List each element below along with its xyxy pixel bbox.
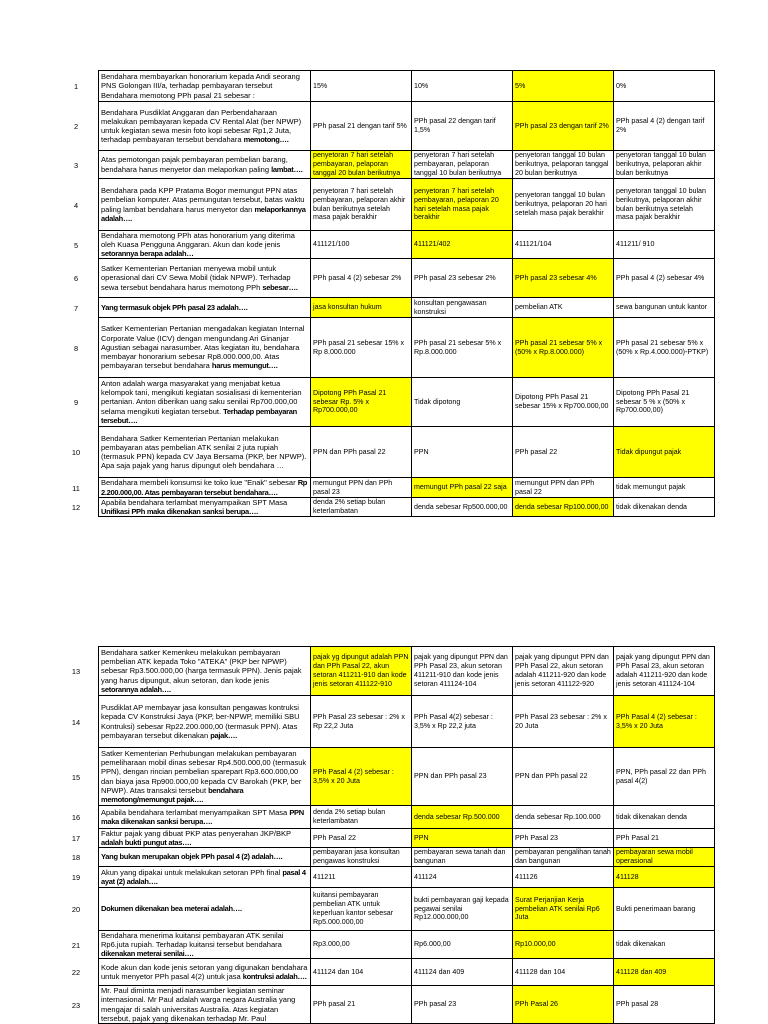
option-text: PPh pasal 21 sebesar 5% x Rp.8.000.000 xyxy=(414,338,502,356)
option-text: 15% xyxy=(313,81,328,90)
question-text-bold: lambat…. xyxy=(271,164,303,174)
question-row xyxy=(71,829,715,848)
option-d xyxy=(614,102,715,151)
question-row xyxy=(73,231,715,259)
question-text: Apabila bendahara terlambat menyampaikan SPT Masa xyxy=(101,498,288,507)
option-d xyxy=(614,71,715,102)
option-text: penyetoran tanggal 10 bulan berikutnya, pelaporan tanggal 20 bulan berikutnya xyxy=(515,151,609,177)
question-number: 9 xyxy=(73,398,79,407)
option-b xyxy=(412,179,513,231)
option-b xyxy=(412,647,513,696)
option-text: PPh pasal 22 xyxy=(515,447,558,456)
question-number: 4 xyxy=(73,200,79,210)
question-cell xyxy=(99,848,311,867)
option-c xyxy=(513,102,614,151)
option-text: penyetoran 7 hari setelah pembayaran, pelaporan tanggal 20 bulan berikutnya xyxy=(313,151,401,177)
option-a xyxy=(311,498,412,517)
option-d xyxy=(614,259,715,298)
question-number: 7 xyxy=(73,303,79,313)
option-b xyxy=(412,931,513,959)
option-d xyxy=(614,478,715,498)
option-a xyxy=(311,806,412,829)
option-text: PPh pasal 21 sebesar 15% x Rp 8.000.000 xyxy=(313,338,405,356)
question-text: Bendahara satker Kemenkeu melakukan pembayaran pembelian ATK kepada Toko "ATEKA" (PKP ber NPWP) sebesar Rp3.500.000,00 (harga termasuk PPN). Jenis pajak yang harus dipungut, akun setoran, dan kode jenis xyxy=(101,647,302,685)
option-text: 0% xyxy=(616,81,627,90)
option-b xyxy=(412,748,513,806)
option-text: Dipotong PPh Pasal 21 sebesar Rp. 5% x Rp700.000,00 xyxy=(313,388,387,415)
question-number: 12 xyxy=(71,503,81,512)
option-a xyxy=(311,151,412,179)
question-text: Mr. Paul diminta menjadi narasumber kegiatan seminar internasional. Mr Paul adalah warga negara Australia yang mengajar di salah universitas Australia. Atas kegiatan tersebut, pajak yang dikenakan terhadap Mr. Paul xyxy=(101,986,296,1023)
option-text: PPh pasal 4 (2) dengan tarif 2% xyxy=(616,117,705,134)
option-d xyxy=(614,806,715,829)
option-text: pembayaran jasa konsultan pengawas konstruksi xyxy=(313,848,400,865)
question-number: 8 xyxy=(73,343,79,353)
question-cell xyxy=(99,231,311,259)
option-c xyxy=(513,427,614,478)
question-text: Bendahara Satker Kementerian Pertanian melakukan pembayaran atas pembelian ATK senilai 2 juta rupiah (termasuk PPN) kepada CV Jaya Bersama (PKP, ber NPWP). Apa saja pajak yang harus dipungut oleh bendahara … xyxy=(101,433,307,471)
option-a xyxy=(311,748,412,806)
option-b xyxy=(412,151,513,179)
option-text: penyetoran tanggal 10 bulan berikutnya, pelaporan akhir bulan berikutnya setelah masa pajak berakhir xyxy=(616,186,706,222)
question-cell xyxy=(99,888,311,931)
option-text: Dipotong PPh Pasal 21 sebesar 5 % x (50% x Rp700.000,00) xyxy=(616,388,690,415)
option-c xyxy=(513,151,614,179)
option-b xyxy=(412,231,513,259)
question-cell xyxy=(99,71,311,102)
question-text-bold: Unifikasi PPh maka dikenakan sanksi berupa…. xyxy=(101,507,258,516)
option-c xyxy=(513,986,614,1024)
question-text-bold: sebesar…. xyxy=(262,282,298,292)
option-text: 411124 xyxy=(414,872,437,881)
option-d xyxy=(614,378,715,427)
option-d xyxy=(614,151,715,179)
question-row xyxy=(73,298,715,318)
question-text-bold: bendahara memotong/memungut pajak…. xyxy=(101,785,244,804)
option-text: 5% xyxy=(515,81,526,90)
question-text: Bendahara membeli konsumsi ke toko kue "Enak" sebesar xyxy=(101,478,298,488)
option-text: jasa konsultan hukum xyxy=(313,303,382,312)
question-number: 2 xyxy=(73,122,79,131)
question-text: Apabila bendahara terlambat menyampaikan SPT Masa xyxy=(101,807,290,817)
question-row xyxy=(73,71,715,102)
option-text: 411128 dan 104 xyxy=(515,967,566,976)
option-text: PPh Pasal 23 xyxy=(515,833,558,842)
option-d xyxy=(614,959,715,986)
option-d xyxy=(614,298,715,318)
question-row xyxy=(73,151,715,179)
question-number: 13 xyxy=(71,667,81,676)
option-c xyxy=(513,179,614,231)
question-text-bold: PPN maka dikenakan sanksi berupa…. xyxy=(101,807,304,826)
question-row xyxy=(71,806,715,829)
option-d xyxy=(614,179,715,231)
option-b xyxy=(412,427,513,478)
option-d xyxy=(614,647,715,696)
option-text: PPh pasal 28 xyxy=(616,1000,659,1009)
question-row xyxy=(72,478,715,498)
question-cell xyxy=(99,151,311,179)
option-text: pembelian ATK xyxy=(515,303,563,312)
question-cell xyxy=(99,179,311,231)
option-c xyxy=(513,498,614,517)
question-cell xyxy=(99,748,311,806)
question-text-bold: Terhadap pembayaran tersebut…. xyxy=(101,406,297,425)
option-text: 411128 dan 409 xyxy=(616,967,667,976)
option-d xyxy=(614,427,715,478)
option-text: memungut PPN dan PPh pasal 22 xyxy=(515,478,595,496)
option-text: pajak yang dipungut PPN dan PPh Pasal 22, akun setoran adalah 411211-920 dan kode jenis setoran 411122-920 xyxy=(515,653,609,688)
question-cell xyxy=(99,647,311,696)
option-text: PPh pasal 21 xyxy=(313,1000,356,1009)
option-text: PPh Pasal 23 sebesar : 2% x 20 Juta xyxy=(515,712,607,730)
option-a xyxy=(311,647,412,696)
option-c xyxy=(513,888,614,931)
option-b xyxy=(412,318,513,378)
question-row xyxy=(73,378,715,427)
option-text: pembayaran sewa tanah dan bangunan xyxy=(414,848,506,865)
question-text-bold: pajak…. xyxy=(210,730,237,740)
option-text: denda 2% setiap bulan keterlambatan xyxy=(313,808,386,825)
option-text: PPh Pasal 22 xyxy=(313,833,356,842)
question-text: Anton adalah warga masyarakat yang menjabat ketua kelompok tani, mengikuti kegiatan sosialisasi di kementerian pertanian. Anton diberikan uang saku senilai Rp700.000,00 selama mengikuti kegiatan tersebut. xyxy=(101,378,302,416)
option-text: denda sebesar Rp500.000,00 xyxy=(414,502,508,511)
option-b xyxy=(412,298,513,318)
question-cell xyxy=(99,298,311,318)
option-a xyxy=(311,848,412,867)
option-text: 411124 dan 409 xyxy=(414,967,465,976)
option-a xyxy=(311,959,412,986)
option-d xyxy=(614,867,715,888)
option-c xyxy=(513,848,614,867)
option-text: memungut PPh pasal 22 saja xyxy=(414,483,507,492)
option-text: penyetoran tanggal 10 bulan berikutnya, pelaporan akhir bulan berikutnya xyxy=(616,151,706,177)
question-row xyxy=(73,102,715,151)
option-c xyxy=(513,931,614,959)
option-text: PPh pasal 21 sebesar 5% x (50% x Rp.4.000.000)-PTKP) xyxy=(616,338,709,356)
question-number: 3 xyxy=(73,160,79,170)
option-text: Bukti penerimaan barang xyxy=(616,904,696,913)
option-b xyxy=(412,378,513,427)
option-c xyxy=(513,696,614,748)
option-text: tidak dikenakan xyxy=(616,940,666,949)
option-d xyxy=(614,231,715,259)
option-a xyxy=(311,179,412,231)
option-b xyxy=(412,71,513,102)
option-a xyxy=(311,931,412,959)
option-c xyxy=(513,318,614,378)
question-text: Satker Kementerian Pertanian menyewa mobil untuk operasional dari CV Sewa Mobil (tidak NPWP). Terhadap sewa tersebut bendahara harus memotong PPh xyxy=(101,264,291,292)
option-d xyxy=(614,318,715,378)
option-text: penyetoran 7 hari setelah pembayaran, pelaporan 20 hari setelah masa pajak berakhir xyxy=(414,186,499,222)
option-c xyxy=(513,806,614,829)
option-text: PPh pasal 4 (2) sebesar 4% xyxy=(616,273,705,282)
option-text: 411121/100 xyxy=(313,240,350,249)
option-a xyxy=(311,427,412,478)
question-text: Akun yang dipakai untuk melakukan setoran PPh final xyxy=(101,867,283,877)
option-text: PPN dan PPh pasal 23 xyxy=(414,772,487,781)
option-b xyxy=(412,848,513,867)
question-text: Satker Kementerian Pertanian mengadakan kegiatan Internal Corporate Value (ICV) dengan mengundang Ari Ginanjar Agustian sebagai narasumber. Atas kegiatan itu, bendahara membayar honorarium sebesar Rp8.000.000,00. Atas pembayaran tersebut bendahara xyxy=(101,324,305,371)
option-c xyxy=(513,478,614,498)
question-cell xyxy=(99,931,311,959)
question-number: 20 xyxy=(71,905,81,914)
option-text: pembayaran pengalihan tanah dan bangunan xyxy=(515,848,611,865)
question-text-bold: Rp 2.200.000,00. Atas pembayaran tersebut bendahara…. xyxy=(101,478,308,497)
option-c xyxy=(513,259,614,298)
question-row xyxy=(71,647,715,696)
option-text: penyetoran 7 hari setelah pembayaran, pelaporan akhir bulan berikutnya setelah masa pajak berakhir xyxy=(313,186,406,222)
question-number: 14 xyxy=(71,717,81,727)
option-text: denda sebesar Rp.100.000 xyxy=(515,812,601,821)
quiz-table-1 xyxy=(71,70,715,517)
option-text: denda sebesar Rp100.000,00 xyxy=(515,502,609,511)
option-text: sewa bangunan untuk kantor xyxy=(616,303,708,312)
option-text: 411121/402 xyxy=(414,240,451,249)
option-text: denda sebesar Rp.500.000 xyxy=(414,812,500,821)
option-b xyxy=(412,478,513,498)
option-text: memungut PPN dan PPh pasal 23 xyxy=(313,478,393,496)
option-d xyxy=(614,888,715,931)
question-row xyxy=(71,931,715,959)
option-a xyxy=(311,71,412,102)
option-d xyxy=(614,748,715,806)
option-a xyxy=(311,378,412,427)
question-row xyxy=(71,696,715,748)
option-text: denda 2% setiap bulan keterlambatan xyxy=(313,498,386,515)
option-text: Tidak dipungut pajak xyxy=(616,447,682,456)
option-a xyxy=(311,318,412,378)
option-b xyxy=(412,829,513,848)
option-b xyxy=(412,102,513,151)
question-text-bold: memotong…. xyxy=(243,135,289,145)
question-row xyxy=(71,986,715,1024)
option-c xyxy=(513,231,614,259)
option-b xyxy=(412,888,513,931)
option-text: pajak yang dipungut PPN dan PPh Pasal 23, akun setoran adalah 411211-920 dan kode jenis setoran 411124-104 xyxy=(616,653,710,688)
option-b xyxy=(412,867,513,888)
option-c xyxy=(513,71,614,102)
question-row xyxy=(71,867,715,888)
question-text-bold: Yang bukan merupakan objek PPh pasal 4 (2) adalah…. xyxy=(101,852,283,862)
option-text: PPh pasal 21 dengan tarif 5% xyxy=(313,121,407,130)
question-number: 11 xyxy=(72,483,80,493)
question-row xyxy=(71,498,715,517)
option-text: pembayaran sewa mobil operasional xyxy=(616,848,693,865)
question-number: 19 xyxy=(71,873,81,882)
option-text: 411211 xyxy=(313,872,336,881)
question-number: 10 xyxy=(71,448,81,457)
question-number: 5 xyxy=(73,240,79,250)
option-text: 411124 dan 104 xyxy=(313,967,364,976)
option-c xyxy=(513,748,614,806)
option-text: tidak dikenakan denda xyxy=(616,812,687,821)
question-text-bold: dikenakan meterai senilai…. xyxy=(101,949,194,959)
question-text-bold: kontruksi adalah…. xyxy=(242,972,307,981)
option-text: Rp10.000,00 xyxy=(515,940,556,949)
option-text: konsultan pengawasan konstruksi xyxy=(414,298,487,316)
question-number: 22 xyxy=(71,968,81,977)
option-a xyxy=(311,696,412,748)
option-text: PPh pasal 23 dengan tarif 2% xyxy=(515,121,609,130)
question-row xyxy=(73,179,715,231)
question-text-bold: pasal 4 ayat (2) adalah…. xyxy=(101,867,306,886)
question-text-bold: Dokumen dikenakan bea meterai adalah…. xyxy=(101,904,242,914)
question-text: Kode akun dan kode jenis setoran yang digunakan bendahara untuk menyetor PPh pasal 4(2) untuk jasa xyxy=(101,962,308,981)
question-text-bold: melaporkannya adalah…. xyxy=(101,204,306,223)
question-cell xyxy=(99,806,311,829)
question-cell xyxy=(99,427,311,478)
question-cell xyxy=(99,318,311,378)
question-text: Bendahara pada KPP Pratama Bogor memungut PPN atas pembelian komputer. Atas pemungutan tersebut, batas waktu paling lambat bendahara harus menyetor dan xyxy=(101,186,305,214)
question-text-bold: adalah bukti pungut atas…. xyxy=(101,838,192,847)
option-c xyxy=(513,959,614,986)
option-text: kuitansi pembayaran pembelian ATK untuk keperluan kantor sebesar Rp5.000.000,00 xyxy=(313,891,394,926)
option-text: tidak memungut pajak xyxy=(616,483,686,492)
option-text: pajak yg dipungut adalah PPN dan PPh Pasal 22, akun setoran 411211-910 dan kode jenis setoran 411122-910 xyxy=(313,653,409,688)
option-d xyxy=(614,498,715,517)
option-b xyxy=(412,259,513,298)
option-a xyxy=(311,986,412,1024)
option-text: PPh Pasal 4 (2) sebesar : 3,5% x 20 Juta xyxy=(616,712,697,730)
question-number: 15 xyxy=(71,772,81,782)
question-text: Atas pemotongan pajak pembayaran pembelian barang, bendahara harus menyetor dan melaporkan paling xyxy=(101,155,288,174)
option-b xyxy=(412,498,513,517)
option-b xyxy=(412,959,513,986)
question-cell xyxy=(99,829,311,848)
option-text: PPh pasal 4 (2) sebesar 2% xyxy=(313,273,402,282)
option-text: tidak dikenakan denda xyxy=(616,502,687,511)
option-text: 411128 xyxy=(616,872,639,881)
option-text: PPh pasal 23 xyxy=(414,1000,457,1009)
option-a xyxy=(311,867,412,888)
question-number: 1 xyxy=(73,82,79,91)
option-text: PPh pasal 23 sebesar 2% xyxy=(414,273,496,282)
quiz-table-2 xyxy=(71,646,715,1024)
option-text: 10% xyxy=(414,81,429,90)
option-d xyxy=(614,829,715,848)
question-number: 18 xyxy=(71,853,81,862)
question-row xyxy=(71,748,715,806)
option-text: Dipotong PPh Pasal 21 sebesar 15% x Rp700.000,00 xyxy=(515,393,609,410)
question-text: Bendahara memotong PPh atas honorarium yang diterima oleh Kuasa Pengguna Anggaran. Akun dan kode jenis xyxy=(101,231,295,249)
option-text: PPh Pasal 26 xyxy=(515,1000,558,1009)
option-text: PPh Pasal 23 sebesar : 2% x Rp 22,2 Juta xyxy=(313,712,405,730)
option-text: PPh pasal 22 dengan tarif 1,5% xyxy=(414,117,496,134)
question-text: Bendahara Pusdiklat Anggaran dan Perbendaharaan melakukan pembayaran kepada CV Rental Alat (ber NPWP) untuk kegiatan sewa mesin foto kopi sebesar Rp1,2 Juta, terhadap pembayaran tersebut bendahara xyxy=(101,107,302,145)
question-cell xyxy=(99,959,311,986)
option-text: PPN xyxy=(414,447,429,456)
question-text-bold: setorannya berapa adalah… xyxy=(101,249,194,259)
option-text: 411126 xyxy=(515,872,538,881)
option-text: penyetoran tanggal 10 bulan berikutnya, pelaporan 20 hari setelah masa pajak berakhir xyxy=(515,191,607,217)
option-d xyxy=(614,848,715,867)
question-cell xyxy=(99,378,311,427)
question-cell xyxy=(99,498,311,517)
option-text: PPN dan PPh pasal 22 xyxy=(515,772,588,781)
option-text: Tidak dipotong xyxy=(414,397,461,406)
question-row xyxy=(71,848,715,867)
option-a xyxy=(311,829,412,848)
option-text: PPN, PPh pasal 22 dan PPh pasal 4(2) xyxy=(616,767,706,785)
option-b xyxy=(412,986,513,1024)
option-text: 411211/ 910 xyxy=(616,240,655,249)
option-d xyxy=(614,696,715,748)
option-text: Rp6.000,00 xyxy=(414,940,451,949)
question-text: Satker Kementerian Perhubungan melakukan pembayaran pemeliharaan mobil dinas sebesar Rp4.500.000,00 (termasuk PPN), dengan rincian pembelian sparepart Rp3.600.000,00 dan biaya jasa Rp900.000,00 kepada CV Barokah (PKP, ber NPWP). Atas transaksi tersebut xyxy=(101,748,307,795)
option-text: 411121/104 xyxy=(515,240,552,249)
question-text-bold: harus memungut…. xyxy=(211,361,278,371)
option-a xyxy=(311,478,412,498)
question-cell xyxy=(99,696,311,748)
question-number: 16 xyxy=(71,813,81,822)
option-c xyxy=(513,647,614,696)
question-text-bold: setorannya adalah…. xyxy=(101,684,171,694)
question-text: Pusdiklat AP membayar jasa konsultan pengawas kontruksi kepada CV Konstruksi Jaya (PKP, ber-NPWP, memiliki SBU Kontruksi) sebesar Rp22.200.000,00 (termasuk PPN). Atas pembayaran tersebut dikenakan xyxy=(101,703,300,740)
question-cell xyxy=(99,986,311,1024)
question-row xyxy=(71,888,715,931)
question-row xyxy=(71,959,715,986)
option-d xyxy=(614,931,715,959)
question-text: Faktur pajak yang dibuat PKP atas penyerahan JKP/BKP xyxy=(101,829,291,838)
option-c xyxy=(513,867,614,888)
question-text-bold: Yang termasuk objek PPh pasal 23 adalah…. xyxy=(101,302,248,312)
question-cell xyxy=(99,102,311,151)
question-number: 23 xyxy=(71,1000,81,1010)
option-c xyxy=(513,378,614,427)
option-text: PPh pasal 21 sebesar 5% x (50% x Rp.8.000.000) xyxy=(515,338,603,356)
question-number: 21 xyxy=(71,940,81,950)
option-text: PPh pasal 23 sebesar 4% xyxy=(515,273,597,282)
option-text: PPh Pasal 4 (2) sebesar : 3,5% x 20 Juta xyxy=(313,767,394,785)
option-text: pajak yang dipungut PPN dan PPh Pasal 23, akun setoran 411211-910 dan kode jenis setoran 411124-104 xyxy=(414,653,508,688)
question-cell xyxy=(99,259,311,298)
option-text: bukti pembayaran gaji kepada pegawai senilai Rp12.000.000,00 xyxy=(414,895,509,922)
question-cell xyxy=(99,478,311,498)
option-text: penyetoran 7 hari setelah pembayaran, pelaporan tanggal 10 bulan berikutnya xyxy=(414,151,502,177)
option-b xyxy=(412,696,513,748)
question-row xyxy=(71,427,715,478)
option-a xyxy=(311,231,412,259)
question-row xyxy=(73,318,715,378)
option-text: PPh Pasal 4(2) sebesar : 3,5% x Rp 22,2 juta xyxy=(414,712,493,730)
question-number: 17 xyxy=(71,834,81,843)
option-text: PPN xyxy=(414,833,429,842)
question-number: 6 xyxy=(73,274,79,283)
option-a xyxy=(311,888,412,931)
option-text: Surat Perjanjian Kerja pembelian ATK senilai Rp6 Juta xyxy=(515,895,600,922)
option-c xyxy=(513,298,614,318)
option-text: PPN dan PPh pasal 22 xyxy=(313,447,386,456)
option-b xyxy=(412,806,513,829)
question-cell xyxy=(99,867,311,888)
option-d xyxy=(614,986,715,1024)
option-a xyxy=(311,259,412,298)
option-a xyxy=(311,298,412,318)
option-c xyxy=(513,829,614,848)
option-text: Rp3.000,00 xyxy=(313,940,350,949)
question-row xyxy=(73,259,715,298)
question-text: Bendahara menerima kuitansi pembayaran ATK senilai Rp6.juta rupiah. Terhadap kuitansi tersebut bendahara xyxy=(101,931,284,949)
option-a xyxy=(311,102,412,151)
option-text: PPh Pasal 21 xyxy=(616,833,659,842)
question-text: Bendahara membayarkan honorarium kepada Andi seorang PNS Golongan III/a, terhadap pembayaran tersebut Bendahara memotong PPh pasal 21 sebesar : xyxy=(101,72,300,100)
